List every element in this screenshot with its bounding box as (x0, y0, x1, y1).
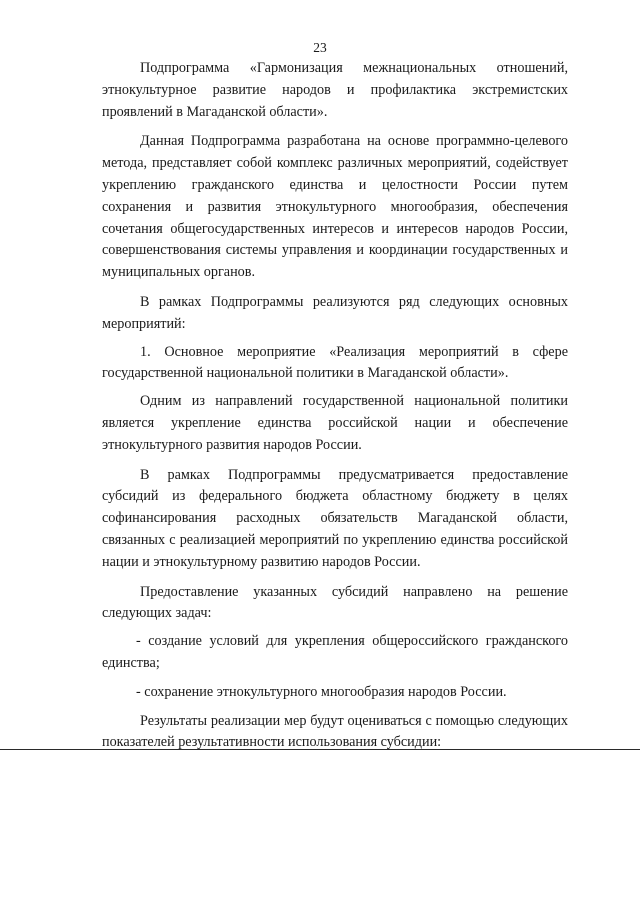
page-number: 23 (313, 40, 327, 55)
task-item-diversity: - сохранение этнокультурного многообразия народов России. (136, 683, 507, 700)
main-activity-item: 1. Основное мероприятие «Реализация мероприятий в сфере государственной национальной политики в Магаданской области». (102, 343, 568, 382)
policy-direction-paragraph: Одним из направлений государственной национальной политики является укрепление единства российской нации и обеспечение этнокультурного развития народов России. (102, 393, 568, 453)
subsidy-paragraph: В рамках Подпрограммы предусматривается предоставление субсидий из федерального бюджета областному бюджету в целях софинансирования расходных обязательств Магаданской области, связанных с реализацией мероприятий по укреплению единства российской нации и этнокультурному развитию народов России. (102, 466, 568, 570)
task-item-unity: - создание условий для укрепления общероссийского гражданского единства; (102, 633, 568, 671)
subprogram-title-paragraph: Подпрограмма «Гармонизация межнациональных отношений, этнокультурное развитие народов и профилактика экстремистских проявлений в Магаданской области». (102, 60, 568, 120)
tasks-intro-paragraph: Предоставление указанных субсидий направлено на решение следующих задач: (102, 583, 568, 622)
subprogram-description-paragraph: Данная Подпрограмма разработана на основе программно-целевого метода, представляет собой комплекс различных мероприятий, содействует укреплению гражданского единства и целостности России путем сохранения и развития этнокультурного многообразия, обеспечения сочетания общегосударственных интересов и интересов народов России, совершенствования системы управления и координации государственных и муниципальных органов. (102, 133, 568, 281)
activities-intro-paragraph: В рамках Подпрограммы реализуются ряд следующих основных мероприятий: (102, 293, 568, 332)
page-divider-line (0, 749, 640, 750)
document-body (102, 58, 568, 762)
results-paragraph: Результаты реализации мер будут оцениваться с помощью следующих показателей результативности использования субсидии: (102, 712, 568, 751)
